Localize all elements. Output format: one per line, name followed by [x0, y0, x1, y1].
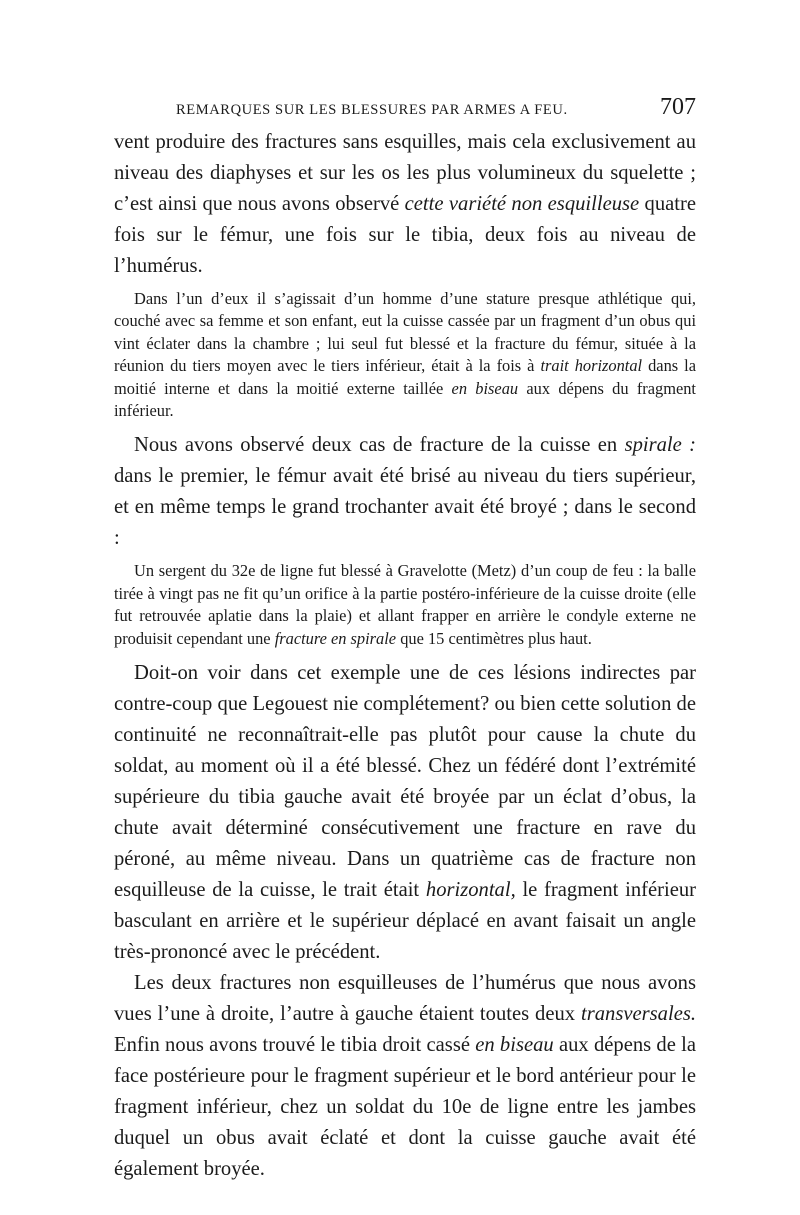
text-run: Un sergent du 32e de ligne fut blessé à Gravelotte (Metz) d’un coup de feu : la balle tirée à vingt pas ne fit qu’un orifice à la partie postéro-inférieure de la cuisse droite (elle fut retrouvée aplatie dans la plaie) et allant frapper en arrière le condyle externe ne produisit cependant une [114, 561, 696, 648]
text-run: le fragment inférieur basculant en arrière et le supérieur déplacé en avant faisait un angle très-prononcé avec le précédent. [114, 879, 697, 964]
text-run: vent produire des fractures sans esquilles, mais cela exclusivement au niveau des diaphyses et sur les os les plus volumineux du squelette ; c’est ainsi que nous avons observé [114, 131, 696, 215]
italic-run: trait horizontal [540, 356, 643, 376]
italic-run: spirale : [624, 434, 697, 457]
paragraph-3 [114, 658, 696, 968]
text-run: aux dépens de la face postérieure pour le fragment supérieur et le bord antérieur pour le fragment inférieur, chez un soldat du 10e de ligne entre les jambes duquel un obus avait éclaté et dont la cuisse gauche avait été également broyée. [114, 1034, 696, 1181]
body-text [114, 127, 696, 1185]
text-run: Nous avons observé deux cas de fracture de la cuisse en [134, 434, 625, 457]
text-run: Dans l’un d’eux il s’agissait d’un homme d’une stature presque athlétique qui, couché avec sa femme et son enfant, eut la cuisse cassée par un fragment d’un obus qui vint éclater dans la chambre ; lui seul fut blessé et la fracture du fémur, située à la réunion du tiers moyen avec le tiers inférieur, était à la fois à [114, 289, 696, 376]
text-run: que 15 centimètres plus haut. [396, 628, 592, 648]
text-run: dans la moitié interne et dans la moitié externe taillée [114, 356, 696, 398]
text-run: Doit-on voir dans cet exemple une de ces lésions indirectes par contre-coup que Legouest nie complétement? ou bien cette solution de continuité ne reconnaîtrait-elle pas plutôt pour cause la chute du soldat, au moment où il a été blessé. Chez un fédéré dont l’extrémité supérieure du tibia gauche avait été broyée par un éclat d’obus, la chute avait déterminé consécutivement une fracture en rave du péroné, au même niveau. Dans un quatrième cas de fracture non esquilleuse de la cuisse, le trait était [114, 662, 696, 902]
italic-run: transversales. [581, 1003, 696, 1026]
paragraph-1 [114, 127, 696, 282]
italic-run: en biseau [451, 378, 519, 398]
text-run: Enfin nous avons trouvé le tibia droit cassé [114, 1034, 476, 1057]
text-run: aux dépens du fragment inférieur. [114, 378, 696, 421]
italic-run: fracture en spirale [274, 628, 397, 648]
running-head [176, 94, 696, 121]
case-note-1 [114, 288, 696, 422]
case-note-2 [114, 560, 696, 650]
running-title: REMARQUES SUR LES BLESSURES PAR ARMES A FEU. [176, 102, 568, 118]
text-run: quatre fois sur le fémur, une fois sur le tibia, deux fois au niveau de l’humérus. [114, 193, 696, 277]
text-run: Les deux fractures non esquilleuses de l’humérus que nous avons vues l’une à droite, l’autre à gauche étaient toutes deux [114, 972, 696, 1026]
italic-run: en biseau [475, 1034, 554, 1057]
paragraph-4 [114, 968, 696, 1185]
italic-run: cette variété non esquilleuse [404, 193, 640, 215]
italic-run: horizontal, [425, 879, 516, 902]
paragraph-2 [114, 430, 696, 554]
page-number: 707 [660, 94, 696, 120]
text-run: dans le premier, le fémur avait été brisé au niveau du tiers supérieur, et en même temps le grand trochanter avait été broyé ; dans le second : [114, 465, 696, 550]
